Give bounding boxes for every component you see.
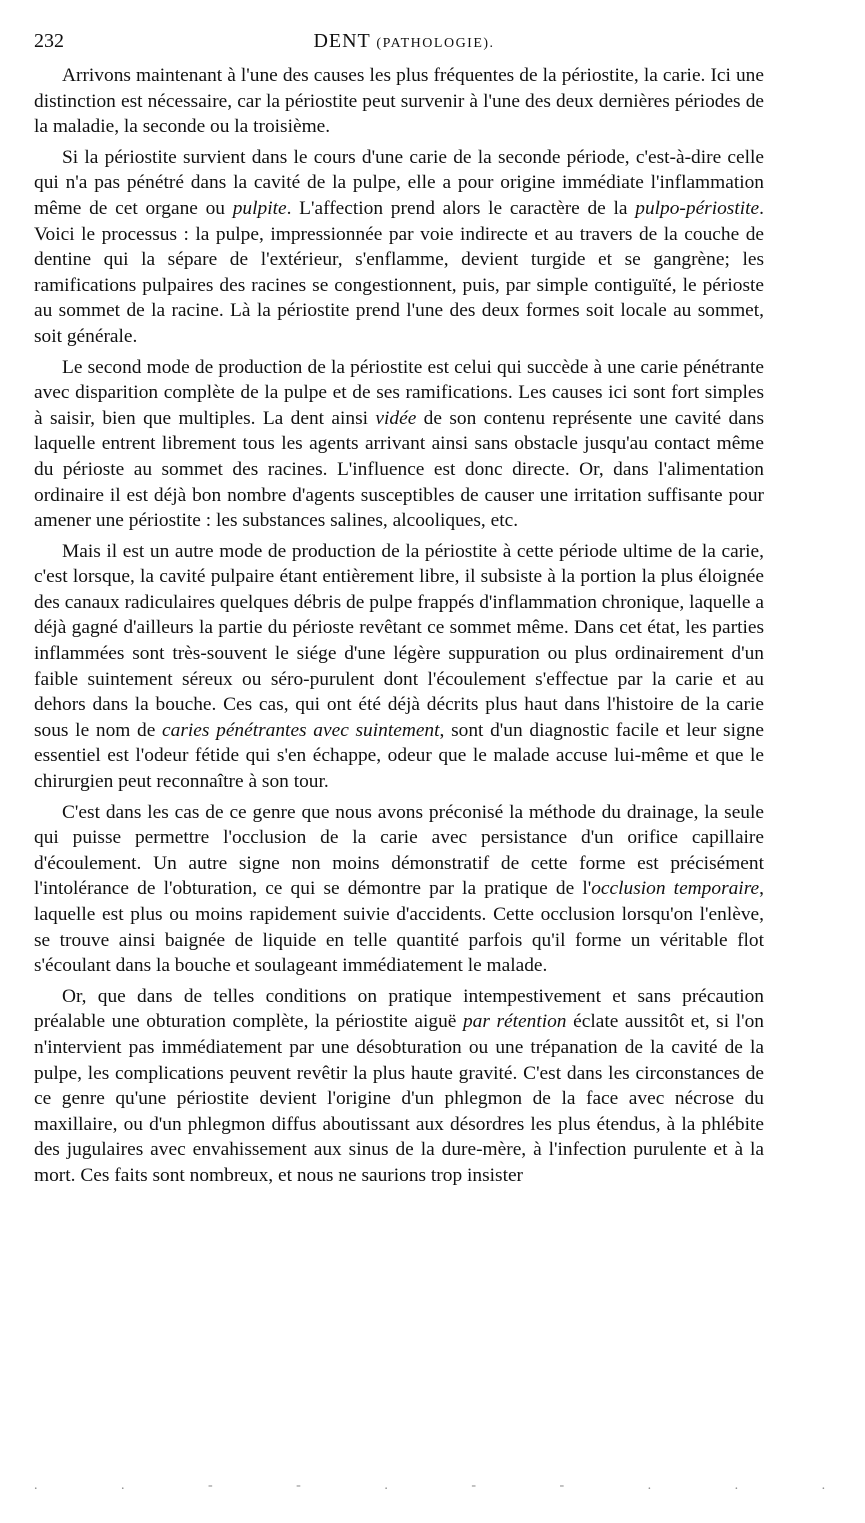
body-text <box>34 63 764 1189</box>
italic-term: occlusion temporaire <box>591 878 760 900</box>
italic-term: pulpite <box>232 197 287 219</box>
italic-term: pulpo-périostite <box>635 197 760 219</box>
italic-term: vidée <box>375 407 417 429</box>
running-header <box>34 30 774 60</box>
paragraph-1: Arrivons maintenant à l'une des causes les plus fréquentes de la périostite, la carie. Ici une distinction est nécessaire, car la périostite peut survenir à l'une des deux dernières périodes de la maladie, la seconde ou la troisième. <box>34 65 764 138</box>
scan-specks: . . - - . - - . . . <box>34 1478 865 1493</box>
italic-term: caries pénétrantes avec suintement <box>162 719 440 741</box>
paragraph-2: Si la périostite survient dans le cours d'une carie de la seconde période, c'est-à-dire celle qui n'a pas pénétré dans la cavité de la pulpe, elle a pour origine immédiate l'inflammation même de cet organe ou pulpite. L'affection prend alors le caractère de la pulpo-périostite. Voici le processus : la pulpe, impressionnée par voie indirecte et au travers de la couche de dentine qui la sépare de l'extérieur, s'enflamme, devient turgide et se gangrène; les ramifications pulpaires des racines se congestionnent, puis, par simple contiguïté, le périoste au sommet de la racine. Là la périostite prend l'une des deux formes soit locale au sommet, soit générale. <box>34 146 764 347</box>
running-title-section: (PATHOLOGIE). <box>376 36 495 51</box>
paragraph-6: Or, que dans de telles conditions on pratique intempestivement et sans précaution préalable une obturation complète, la périostite aiguë par rétention éclate aussitôt et, si l'on n'intervient pas immédiatement par une désobturation ou une trépanation de la cavité de la pulpe, les complications peuvent revêtir la plus haute gravité. C'est dans les circonstances de ce genre qu'une périostite devient l'origine d'un phlegmon de la face avec nécrose du maxillaire, ou d'un phlegmon diffus aboutissant aux désordres les plus étendus, à la phlébite des jugulaires avec envahissement aux sinus de la dure-mère, à l'infection purulente et à la mort. Ces faits sont nombreux, et nous ne saurions trop insister <box>34 985 764 1186</box>
paragraph-4: Mais il est un autre mode de production de la périostite à cette période ultime de la carie, c'est lorsque, la cavité pulpaire étant entièrement libre, il subsiste à la portion la plus éloignée des canaux radiculaires quelques débris de pulpe frappés d'inflammation chronique, laquelle a déjà gagné d'ailleurs la partie du périoste revêtant ce sommet même. Dans cet état, les parties inflammées sont très-souvent le siége d'une légère suppuration ou plus ordinairement d'un faible suintement séreux ou séro-purulent dont l'écoulement s'effectue par la carie et au dehors dans la bouche. Ces cas, qui ont été déjà décrits plus haut dans l'histoire de la carie sous le nom de caries pénétrantes avec suintement, sont d'un diagnostic facile et leur signe essentiel est l'odeur fétide qui s'en échappe, odeur que le malade accuse lui-même et que le chirurgien peut reconnaître à son tour. <box>34 540 764 793</box>
running-title-main: DENT <box>313 30 371 52</box>
paragraph-3: Le second mode de production de la périostite est celui qui succède à une carie pénétrante avec disparition complète de la pulpe et de ses ramifications. Les causes ici sont fort simples à saisir, bien que multiples. La dent ainsi vidée de son contenu représente une cavité dans laquelle entrent librement tous les agents arrivant ainsi sans obstacle jusqu'au contact même du périoste au sommet des racines. L'influence est donc directe. Or, dans l'alimentation ordinaire il est déjà bon nombre d'agents susceptibles de causer une irritation suffisante pour amener une périostite : les substances salines, alcooliques, etc. <box>34 356 764 532</box>
italic-term: par rétention <box>462 1011 567 1033</box>
paragraph-5: C'est dans les cas de ce genre que nous avons préconisé la méthode du drainage, la seule qui puisse permettre l'occlusion de la carie avec persistance d'un orifice capillaire d'écoulement. Un autre signe non moins démonstratif de cette forme est précisément l'intolérance de l'obturation, ce qui se démontre par la pratique de l'occlusion temporaire, laquelle est plus ou moins rapidement suivie d'accidents. Cette occlusion lorsqu'on l'enlève, se trouve ainsi baignée de liquide en telle quantité parfois qu'il forme un véritable flot s'écoulant dans la bouche et soulageant immédiatement le malade. <box>34 801 764 977</box>
page-number: 232 <box>34 30 64 52</box>
running-title <box>34 30 774 53</box>
